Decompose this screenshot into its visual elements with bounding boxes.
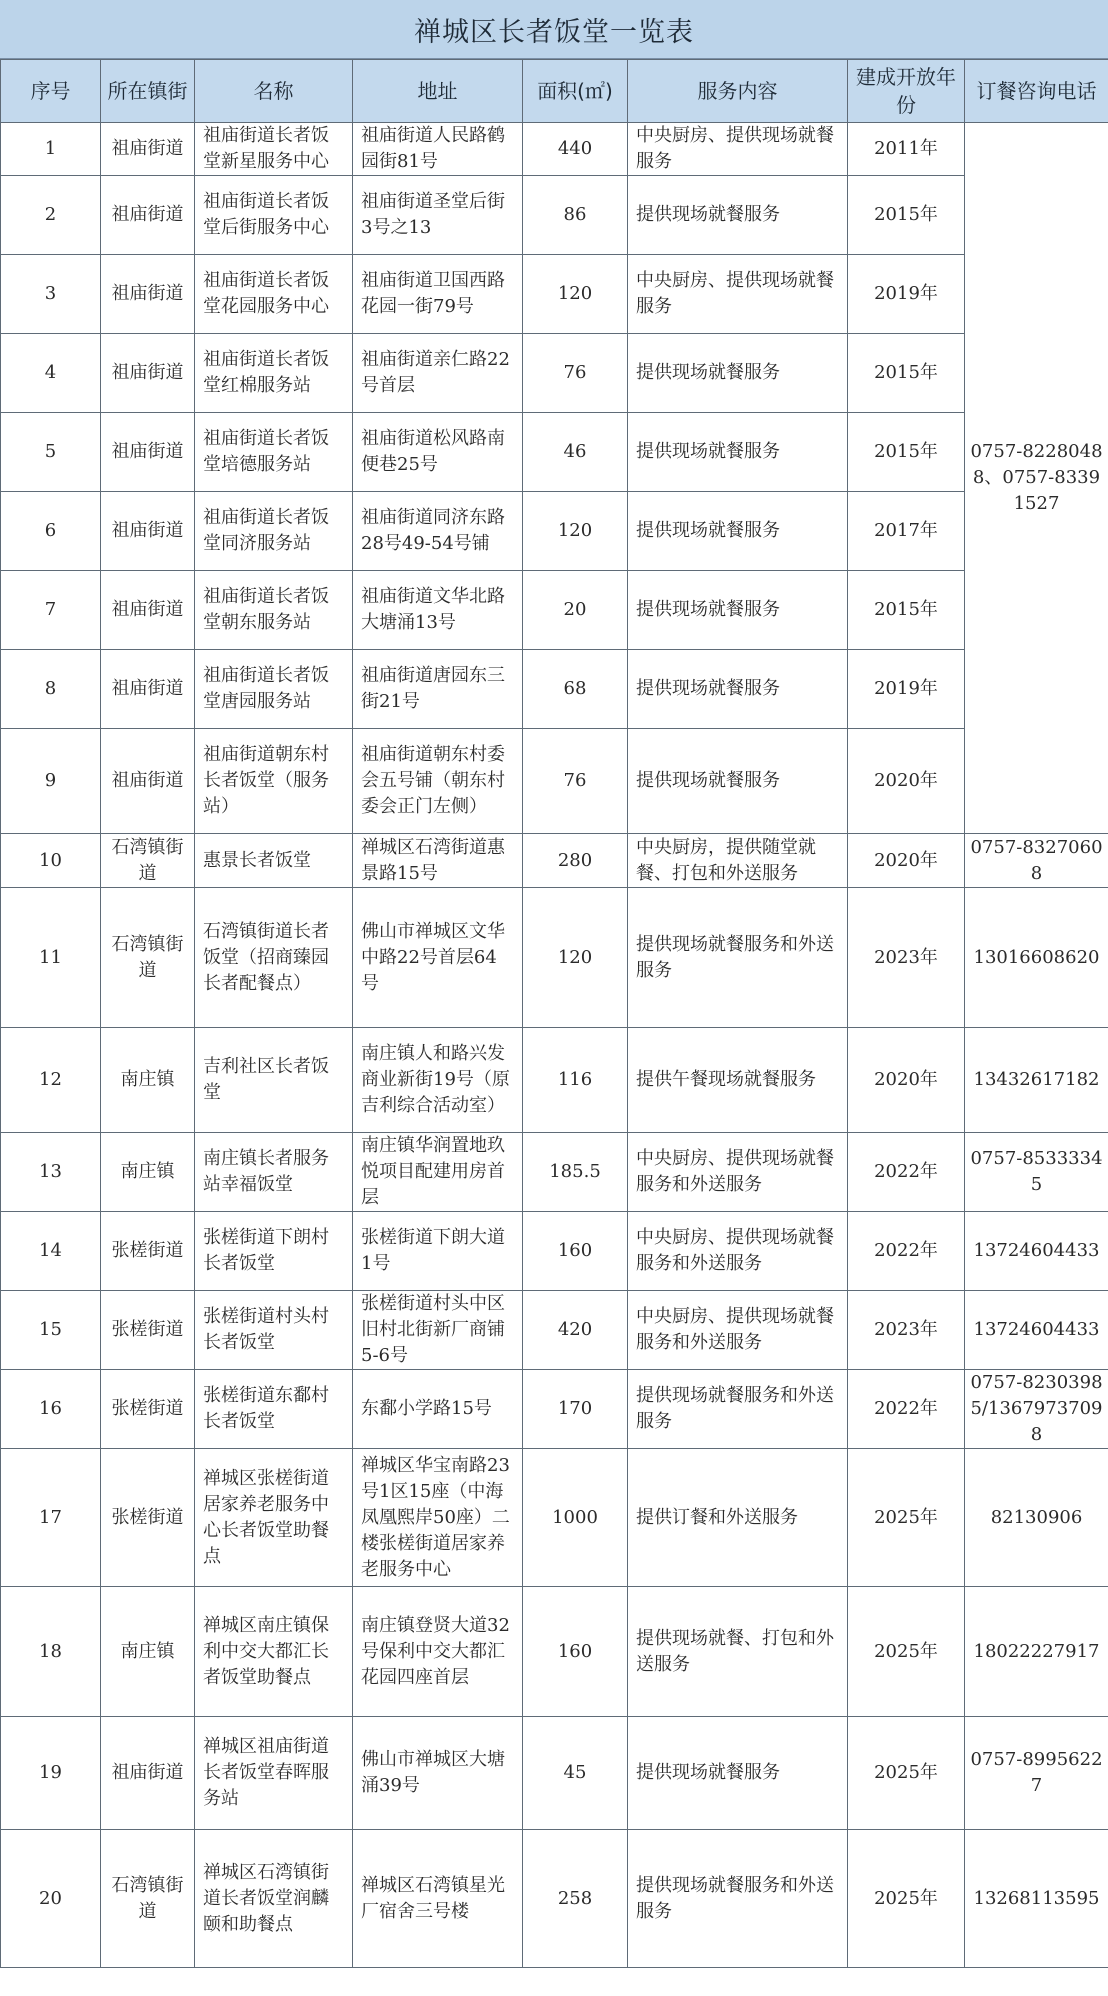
cell-phone: 0757-85333345 bbox=[965, 1133, 1108, 1212]
cell-phone: 13724604433 bbox=[965, 1291, 1108, 1370]
cell-year: 2023年 bbox=[848, 1291, 965, 1370]
cell-address: 禅城区华宝南路23号1区15座（中海凤凰熙岸50座）二楼张槎街道居家养老服务中心 bbox=[353, 1449, 523, 1587]
cell-no: 18 bbox=[1, 1587, 101, 1717]
cell-name: 祖庙街道长者饭堂花园服务中心 bbox=[195, 255, 353, 334]
cell-address: 祖庙街道圣堂后街3号之13 bbox=[353, 176, 523, 255]
cell-address: 南庄镇登贤大道32号保利中交大都汇花园四座首层 bbox=[353, 1587, 523, 1717]
cell-year: 2015年 bbox=[848, 176, 965, 255]
cell-service: 提供现场就餐服务和外送服务 bbox=[628, 1830, 848, 1968]
table-row bbox=[1, 1291, 1108, 1370]
cell-address: 张槎街道村头中区旧村北街新厂商铺5-6号 bbox=[353, 1291, 523, 1370]
table-row bbox=[1, 1370, 1108, 1449]
cell-area: 76 bbox=[523, 334, 628, 413]
cell-service: 中央厨房，提供随堂就餐、打包和外送服务 bbox=[628, 834, 848, 888]
cell-town: 祖庙街道 bbox=[101, 492, 195, 571]
cell-year: 2020年 bbox=[848, 729, 965, 834]
cell-area: 45 bbox=[523, 1717, 628, 1830]
cell-no: 11 bbox=[1, 888, 101, 1028]
table-row bbox=[1, 888, 1108, 1028]
table-body bbox=[1, 123, 1108, 1968]
cell-service: 提供订餐和外送服务 bbox=[628, 1449, 848, 1587]
table-row bbox=[1, 334, 1108, 413]
table-row bbox=[1, 650, 1108, 729]
cell-area: 258 bbox=[523, 1830, 628, 1968]
cell-town: 石湾镇街道 bbox=[101, 834, 195, 888]
cell-year: 2011年 bbox=[848, 123, 965, 176]
cell-service: 提供现场就餐服务 bbox=[628, 571, 848, 650]
cell-town: 祖庙街道 bbox=[101, 176, 195, 255]
cell-name: 禅城区张槎街道居家养老服务中心长者饭堂助餐点 bbox=[195, 1449, 353, 1587]
cell-year: 2017年 bbox=[848, 492, 965, 571]
cell-year: 2022年 bbox=[848, 1133, 965, 1212]
cell-area: 185.5 bbox=[523, 1133, 628, 1212]
table-row bbox=[1, 729, 1108, 834]
cell-address: 祖庙街道亲仁路22号首层 bbox=[353, 334, 523, 413]
cell-name: 祖庙街道长者饭堂朝东服务站 bbox=[195, 571, 353, 650]
cell-year: 2022年 bbox=[848, 1212, 965, 1291]
cell-no: 14 bbox=[1, 1212, 101, 1291]
cell-no: 6 bbox=[1, 492, 101, 571]
cell-service: 中央厨房、提供现场就餐服务和外送服务 bbox=[628, 1133, 848, 1212]
cell-area: 420 bbox=[523, 1291, 628, 1370]
cell-no: 15 bbox=[1, 1291, 101, 1370]
cell-service: 提供现场就餐服务 bbox=[628, 413, 848, 492]
cell-name: 禅城区祖庙街道长者饭堂春晖服务站 bbox=[195, 1717, 353, 1830]
cell-address: 南庄镇华润置地玖悦项目配建用房首层 bbox=[353, 1133, 523, 1212]
cell-no: 1 bbox=[1, 123, 101, 176]
cell-name: 吉利社区长者饭堂 bbox=[195, 1028, 353, 1133]
cell-address: 禅城区石湾镇星光厂宿舍三号楼 bbox=[353, 1830, 523, 1968]
cell-phone: 0757-83270608 bbox=[965, 834, 1108, 888]
cell-address: 佛山市禅城区文华中路22号首层64号 bbox=[353, 888, 523, 1028]
table-row bbox=[1, 571, 1108, 650]
cell-year: 2023年 bbox=[848, 888, 965, 1028]
header-town: 所在镇街 bbox=[101, 60, 195, 123]
cell-year: 2019年 bbox=[848, 650, 965, 729]
table-row bbox=[1, 413, 1108, 492]
cell-name: 张槎街道村头村长者饭堂 bbox=[195, 1291, 353, 1370]
table-row bbox=[1, 255, 1108, 334]
header-name: 名称 bbox=[195, 60, 353, 123]
cell-service: 中央厨房、提供现场就餐服务 bbox=[628, 123, 848, 176]
cell-no: 19 bbox=[1, 1717, 101, 1830]
cell-address: 祖庙街道同济东路28号49-54号铺 bbox=[353, 492, 523, 571]
cell-area: 440 bbox=[523, 123, 628, 176]
cell-no: 5 bbox=[1, 413, 101, 492]
cell-service: 提供现场就餐、打包和外送服务 bbox=[628, 1587, 848, 1717]
table-row bbox=[1, 1587, 1108, 1717]
cell-address: 祖庙街道文华北路大塘涌13号 bbox=[353, 571, 523, 650]
cell-no: 13 bbox=[1, 1133, 101, 1212]
cell-town: 祖庙街道 bbox=[101, 1717, 195, 1830]
cell-phone: 13432617182 bbox=[965, 1028, 1108, 1133]
header-year: 建成开放年份 bbox=[848, 60, 965, 123]
header-no: 序号 bbox=[1, 60, 101, 123]
cell-name: 南庄镇长者服务站幸福饭堂 bbox=[195, 1133, 353, 1212]
cell-name: 祖庙街道长者饭堂新星服务中心 bbox=[195, 123, 353, 176]
cell-name: 张槎街道东鄱村长者饭堂 bbox=[195, 1370, 353, 1449]
cell-service: 提供现场就餐服务 bbox=[628, 492, 848, 571]
cell-town: 南庄镇 bbox=[101, 1587, 195, 1717]
cell-area: 120 bbox=[523, 492, 628, 571]
cell-service: 中央厨房、提供现场就餐服务和外送服务 bbox=[628, 1291, 848, 1370]
cell-name: 祖庙街道长者饭堂红棉服务站 bbox=[195, 334, 353, 413]
cell-phone: 0757-89956227 bbox=[965, 1717, 1108, 1830]
cell-area: 120 bbox=[523, 888, 628, 1028]
cell-name: 祖庙街道长者饭堂培德服务站 bbox=[195, 413, 353, 492]
cell-phone: 82130906 bbox=[965, 1449, 1108, 1587]
cell-area: 1000 bbox=[523, 1449, 628, 1587]
cell-town: 祖庙街道 bbox=[101, 334, 195, 413]
cell-service: 中央厨房、提供现场就餐服务 bbox=[628, 255, 848, 334]
cell-address: 东鄱小学路15号 bbox=[353, 1370, 523, 1449]
cell-name: 石湾镇街道长者饭堂（招商臻园长者配餐点） bbox=[195, 888, 353, 1028]
cell-name: 禅城区石湾镇街道长者饭堂润麟颐和助餐点 bbox=[195, 1830, 353, 1968]
cell-town: 祖庙街道 bbox=[101, 123, 195, 176]
cell-address: 南庄镇人和路兴发商业新街19号（原吉利综合活动室） bbox=[353, 1028, 523, 1133]
cell-name: 祖庙街道长者饭堂唐园服务站 bbox=[195, 650, 353, 729]
cell-name: 祖庙街道朝东村长者饭堂（服务站） bbox=[195, 729, 353, 834]
cell-phone: 13724604433 bbox=[965, 1212, 1108, 1291]
cell-town: 祖庙街道 bbox=[101, 255, 195, 334]
cell-year: 2020年 bbox=[848, 834, 965, 888]
cell-town: 南庄镇 bbox=[101, 1133, 195, 1212]
cell-town: 祖庙街道 bbox=[101, 413, 195, 492]
cell-no: 20 bbox=[1, 1830, 101, 1968]
cell-address: 祖庙街道唐园东三街21号 bbox=[353, 650, 523, 729]
cell-name: 祖庙街道长者饭堂同济服务站 bbox=[195, 492, 353, 571]
cell-phone-shared: 0757-82280488、0757-83391527 bbox=[965, 123, 1108, 834]
cell-no: 17 bbox=[1, 1449, 101, 1587]
cell-town: 张槎街道 bbox=[101, 1212, 195, 1291]
cell-year: 2015年 bbox=[848, 413, 965, 492]
canteen-table bbox=[0, 59, 1108, 1968]
cell-year: 2020年 bbox=[848, 1028, 965, 1133]
cell-town: 张槎街道 bbox=[101, 1449, 195, 1587]
cell-address: 禅城区石湾街道惠景路15号 bbox=[353, 834, 523, 888]
header-area: 面积(㎡) bbox=[523, 60, 628, 123]
cell-year: 2015年 bbox=[848, 571, 965, 650]
table-row bbox=[1, 176, 1108, 255]
cell-town: 祖庙街道 bbox=[101, 650, 195, 729]
cell-address: 张槎街道下朗大道1号 bbox=[353, 1212, 523, 1291]
cell-address: 祖庙街道松风路南便巷25号 bbox=[353, 413, 523, 492]
cell-year: 2025年 bbox=[848, 1587, 965, 1717]
cell-service: 中央厨房、提供现场就餐服务和外送服务 bbox=[628, 1212, 848, 1291]
cell-service: 提供午餐现场就餐服务 bbox=[628, 1028, 848, 1133]
cell-area: 86 bbox=[523, 176, 628, 255]
cell-service: 提供现场就餐服务 bbox=[628, 1717, 848, 1830]
cell-phone: 18022227917 bbox=[965, 1587, 1108, 1717]
cell-year: 2025年 bbox=[848, 1449, 965, 1587]
cell-no: 12 bbox=[1, 1028, 101, 1133]
cell-address: 祖庙街道卫国西路花园一街79号 bbox=[353, 255, 523, 334]
cell-service: 提供现场就餐服务 bbox=[628, 176, 848, 255]
cell-area: 120 bbox=[523, 255, 628, 334]
cell-no: 10 bbox=[1, 834, 101, 888]
cell-no: 8 bbox=[1, 650, 101, 729]
cell-no: 9 bbox=[1, 729, 101, 834]
cell-phone: 0757-82303985/13679737098 bbox=[965, 1370, 1108, 1449]
cell-town: 南庄镇 bbox=[101, 1028, 195, 1133]
table-row bbox=[1, 834, 1108, 888]
cell-service: 提供现场就餐服务和外送服务 bbox=[628, 888, 848, 1028]
cell-address: 祖庙街道人民路鹤园街81号 bbox=[353, 123, 523, 176]
table-row bbox=[1, 492, 1108, 571]
cell-area: 68 bbox=[523, 650, 628, 729]
cell-area: 280 bbox=[523, 834, 628, 888]
cell-service: 提供现场就餐服务和外送服务 bbox=[628, 1370, 848, 1449]
table-title: 禅城区长者饭堂一览表 bbox=[0, 0, 1108, 59]
header-phone: 订餐咨询电话 bbox=[965, 60, 1108, 123]
cell-no: 16 bbox=[1, 1370, 101, 1449]
header-service: 服务内容 bbox=[628, 60, 848, 123]
cell-service: 提供现场就餐服务 bbox=[628, 334, 848, 413]
table-row bbox=[1, 1028, 1108, 1133]
cell-area: 116 bbox=[523, 1028, 628, 1133]
cell-phone: 13016608620 bbox=[965, 888, 1108, 1028]
cell-area: 170 bbox=[523, 1370, 628, 1449]
table-row bbox=[1, 1830, 1108, 1968]
cell-area: 46 bbox=[523, 413, 628, 492]
cell-town: 石湾镇街道 bbox=[101, 888, 195, 1028]
cell-name: 祖庙街道长者饭堂后街服务中心 bbox=[195, 176, 353, 255]
cell-no: 4 bbox=[1, 334, 101, 413]
cell-area: 160 bbox=[523, 1587, 628, 1717]
table-row bbox=[1, 1717, 1108, 1830]
cell-no: 7 bbox=[1, 571, 101, 650]
cell-town: 祖庙街道 bbox=[101, 571, 195, 650]
cell-area: 76 bbox=[523, 729, 628, 834]
header-address: 地址 bbox=[353, 60, 523, 123]
cell-town: 祖庙街道 bbox=[101, 729, 195, 834]
cell-no: 3 bbox=[1, 255, 101, 334]
cell-area: 20 bbox=[523, 571, 628, 650]
cell-no: 2 bbox=[1, 176, 101, 255]
header-row bbox=[1, 60, 1108, 123]
cell-year: 2025年 bbox=[848, 1830, 965, 1968]
cell-year: 2025年 bbox=[848, 1717, 965, 1830]
cell-name: 禅城区南庄镇保利中交大都汇长者饭堂助餐点 bbox=[195, 1587, 353, 1717]
cell-year: 2022年 bbox=[848, 1370, 965, 1449]
cell-year: 2019年 bbox=[848, 255, 965, 334]
cell-name: 惠景长者饭堂 bbox=[195, 834, 353, 888]
cell-year: 2015年 bbox=[848, 334, 965, 413]
table-row bbox=[1, 1212, 1108, 1291]
cell-service: 提供现场就餐服务 bbox=[628, 650, 848, 729]
cell-area: 160 bbox=[523, 1212, 628, 1291]
cell-address: 祖庙街道朝东村委会五号铺（朝东村委会正门左侧） bbox=[353, 729, 523, 834]
cell-town: 张槎街道 bbox=[101, 1291, 195, 1370]
cell-address: 佛山市禅城区大塘涌39号 bbox=[353, 1717, 523, 1830]
cell-name: 张槎街道下朗村长者饭堂 bbox=[195, 1212, 353, 1291]
cell-town: 张槎街道 bbox=[101, 1370, 195, 1449]
cell-town: 石湾镇街道 bbox=[101, 1830, 195, 1968]
cell-service: 提供现场就餐服务 bbox=[628, 729, 848, 834]
table-row bbox=[1, 123, 1108, 176]
cell-phone: 13268113595 bbox=[965, 1830, 1108, 1968]
table-row bbox=[1, 1133, 1108, 1212]
table-row bbox=[1, 1449, 1108, 1587]
